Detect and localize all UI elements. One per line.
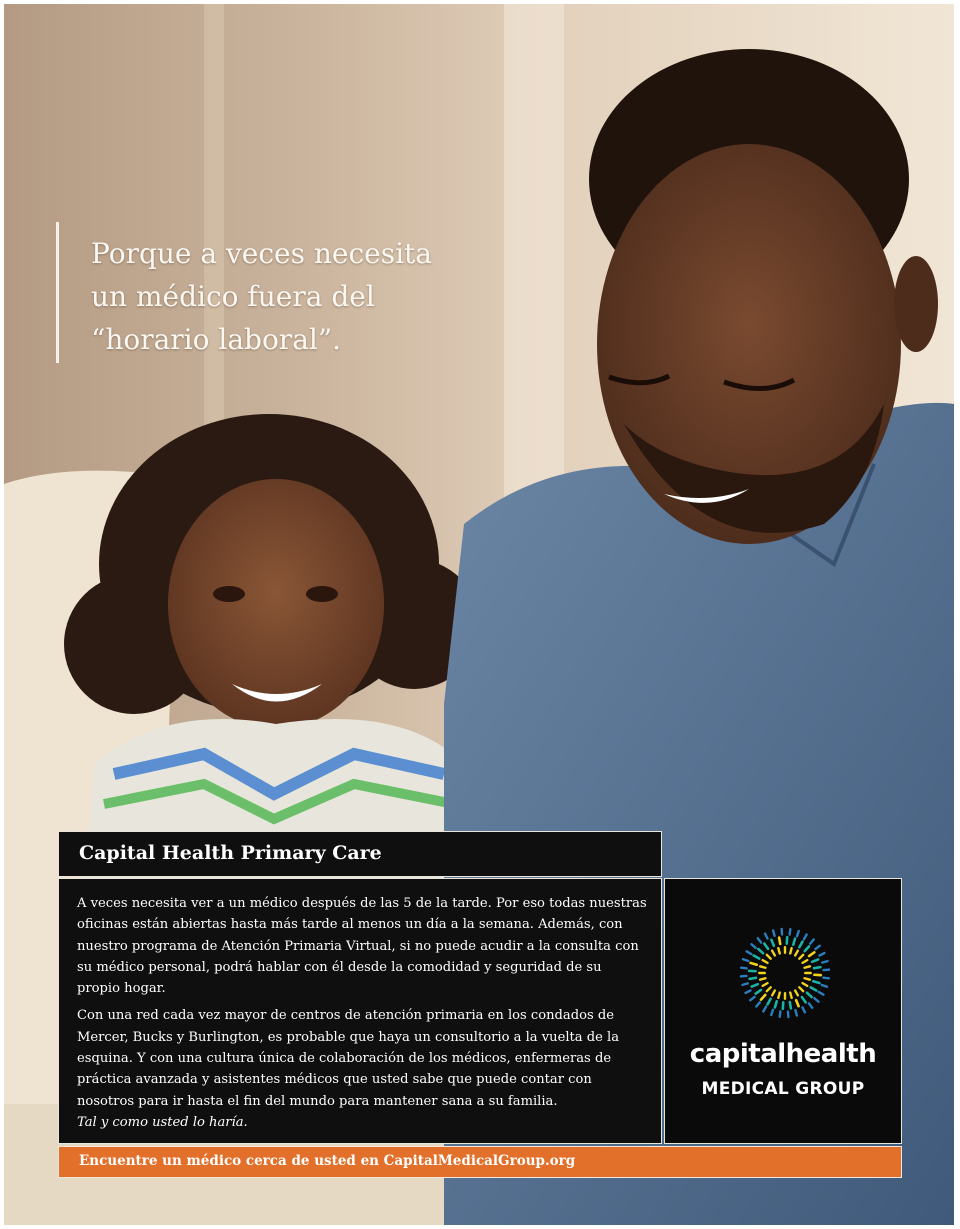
logo-ray <box>805 946 809 951</box>
logo-ray <box>790 929 791 934</box>
logo-ray <box>778 948 779 953</box>
logo-ray <box>767 987 771 991</box>
logo-ray <box>760 978 765 979</box>
logo-ray <box>768 999 771 1005</box>
logo-ray <box>780 1011 781 1016</box>
logo-ray <box>810 939 814 943</box>
logo-ray <box>793 939 795 945</box>
card-paragraph-2 <box>77 1005 647 1133</box>
logo-ray <box>790 1002 791 1008</box>
logo-ray <box>772 951 775 956</box>
card-title: Capital Health Primary Care <box>79 842 382 864</box>
logo-ray <box>799 987 803 991</box>
logo-ray <box>803 983 808 986</box>
logo-subtitle: MEDICAL GROUP <box>701 1079 865 1099</box>
logo-ray <box>741 968 746 969</box>
logo-ray <box>819 953 824 955</box>
logo-ray <box>819 992 824 995</box>
logo-ray <box>813 981 819 983</box>
logo-ray <box>822 985 827 987</box>
card-body <box>58 878 662 1144</box>
logo-ray <box>805 978 810 979</box>
logo-ray <box>746 990 751 992</box>
logo-ray <box>795 951 798 956</box>
cta-bar[interactable] <box>58 1146 902 1178</box>
logo-ray <box>767 955 771 959</box>
logo-ray <box>802 997 806 1002</box>
logo-ray <box>795 1010 796 1015</box>
logo-ray <box>778 993 779 998</box>
logo-ray <box>811 987 817 990</box>
advertisement <box>4 4 954 1225</box>
headline-line-1: Porque a veces necesita <box>91 237 433 270</box>
logo-ray <box>742 983 747 984</box>
logo-ray <box>760 966 765 967</box>
sunburst-icon <box>739 927 831 1019</box>
logo-ray <box>743 959 748 961</box>
logo-ray <box>805 966 810 967</box>
logo-ray <box>790 948 791 953</box>
headline-line-3: “horario laboral”. <box>91 323 342 356</box>
logo-ray <box>799 955 803 959</box>
logo-ray <box>754 956 760 959</box>
logo-ray <box>758 938 761 942</box>
logo-ray <box>779 938 780 944</box>
logo-ray <box>751 963 757 965</box>
logo-ray <box>764 944 768 949</box>
logo-ray <box>814 998 818 1002</box>
logo-ray <box>822 961 827 962</box>
logo-ray <box>773 930 774 935</box>
logo-ray <box>765 934 767 939</box>
logo-ray <box>802 1007 804 1012</box>
logo-ray <box>823 978 828 979</box>
cta-link[interactable]: Encuentre un médico cerca de usted en CapitalMedicalGroup.org <box>79 1153 576 1169</box>
logo-ray <box>761 995 765 1000</box>
logo-name: capitalhealth <box>689 1039 877 1069</box>
logo-ray <box>807 993 812 997</box>
card-paragraph-2-text: Con una red cada vez mayor de centros de atención primaria en los condados de Mercer, Bucks y Burlington, es probable que haya un consultorio a la vuelta de la esquina. Y con una cultura única de colaboración de los médicos, enfermeras de práctica avanzada y asistentes médicos que usted sabe que puede contar con nosotros para ir hasta el fin del mundo para mantener sana a su familia. <box>77 1008 620 1109</box>
logo-ray <box>756 1002 760 1006</box>
card-closing: Tal y como usted lo haría. <box>77 1114 248 1130</box>
logo-ray <box>795 991 798 996</box>
logo-ray <box>763 1007 766 1012</box>
headline <box>56 222 471 363</box>
logo-ray <box>772 991 775 996</box>
logo-ray <box>809 1003 812 1007</box>
logo-ray <box>771 1010 773 1015</box>
logo-ray <box>775 1001 777 1007</box>
logo-ray <box>799 942 802 948</box>
logo-ray <box>803 960 808 963</box>
headline-line-2: un médico fuera del <box>91 280 375 313</box>
logo-ray <box>804 935 807 940</box>
logo-ray <box>752 984 758 986</box>
logo-ray <box>750 978 756 979</box>
logo-panel <box>664 878 902 1144</box>
logo-ray <box>750 997 754 1000</box>
logo-ray <box>790 993 791 998</box>
logo-ray <box>815 946 819 949</box>
logo-ray <box>812 959 818 961</box>
card-title-bar <box>58 831 662 877</box>
card-paragraph-1: A veces necesita ver a un médico después de las 5 de la tarde. Por eso todas nuestras oficinas están abiertas hasta más tarde al menos un día a la semana. Además, con nuestro programa de Atención Primaria Virtual, si no puede acudir a la consulta con su médico personal, podrá hablar con él desde la comodidad y seguridad de su propio hogar. <box>77 896 647 997</box>
logo-ray <box>771 940 773 946</box>
logo-ray <box>747 951 752 954</box>
logo-ray <box>797 931 799 936</box>
logo-ray <box>796 1000 798 1006</box>
logo-ray <box>758 949 763 953</box>
logo-ray <box>763 960 768 963</box>
logo-ray <box>756 990 761 994</box>
logo-ray <box>763 983 768 986</box>
logo-ray <box>814 967 820 968</box>
logo-ray <box>809 952 814 956</box>
logo-ray <box>751 944 755 948</box>
